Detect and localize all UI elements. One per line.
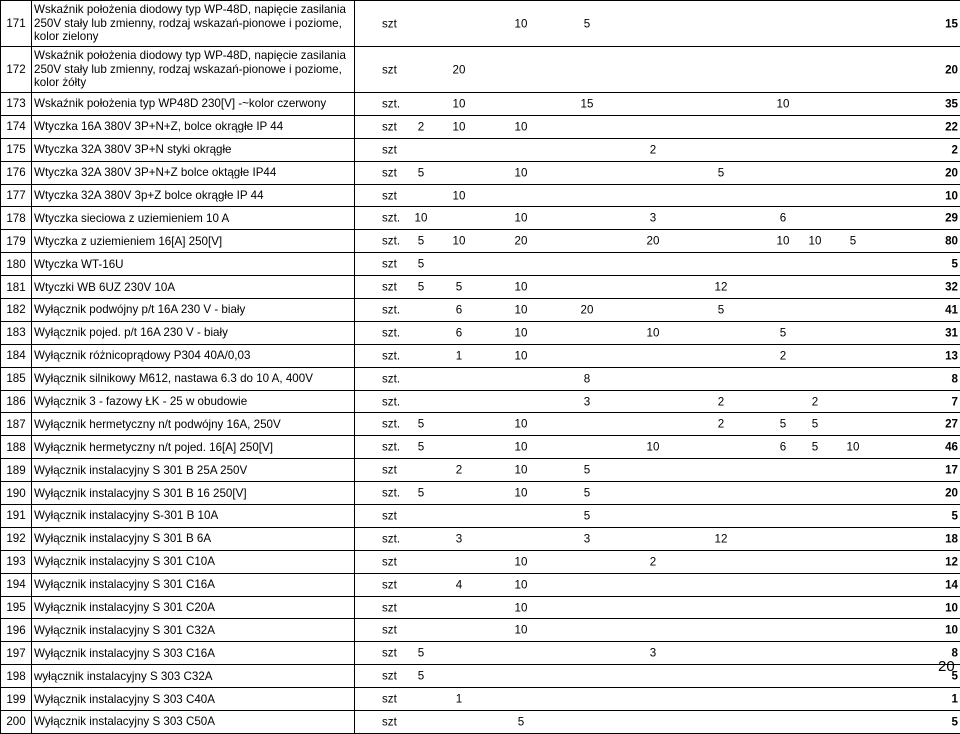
table-row xyxy=(1,459,960,482)
table-row xyxy=(1,93,960,116)
quantity-value: 5 xyxy=(409,235,433,248)
item-quantities xyxy=(355,505,960,528)
total-quantity: 8 xyxy=(952,372,958,385)
item-description: Wyłącznik silnikowy M612, nastawa 6.3 do 10 A, 400V xyxy=(32,367,355,390)
unit: szt. xyxy=(382,418,400,431)
quantity-value: 10 xyxy=(509,281,533,294)
row-number: 192 xyxy=(1,527,32,550)
item-quantities xyxy=(355,161,960,184)
item-description: Wyłącznik hermetyczny n/t podwójny 16A, 250V xyxy=(32,413,355,436)
item-quantities xyxy=(355,413,960,436)
unit: szt xyxy=(382,258,397,271)
item-description: Wtyczka 32A 380V 3p+Z bolce okrągłe IP 44 xyxy=(32,184,355,207)
unit: szt xyxy=(382,17,397,30)
total-quantity: 14 xyxy=(945,578,958,591)
item-description: wyłącznik instalacyjny S 303 C32A xyxy=(32,665,355,688)
item-quantities xyxy=(355,527,960,550)
item-quantities xyxy=(355,184,960,207)
table-row xyxy=(1,115,960,138)
unit: szt xyxy=(382,166,397,179)
unit: szt. xyxy=(382,372,400,385)
unit: szt xyxy=(382,693,397,706)
quantity-value: 10 xyxy=(771,235,795,248)
item-description: Wskaźnik położenia diodowy typ WP-48D, napięcie zasilania 250V stały lub zmienny, rodzaj wskazań-pionowe i poziome, kolor zielony xyxy=(32,1,355,47)
quantity-value: 5 xyxy=(575,17,599,30)
total-quantity: 27 xyxy=(945,418,958,431)
item-quantities xyxy=(355,596,960,619)
quantity-value: 5 xyxy=(771,326,795,339)
row-number: 177 xyxy=(1,184,32,207)
table-row xyxy=(1,550,960,573)
quantity-value: 10 xyxy=(509,418,533,431)
unit: szt xyxy=(382,464,397,477)
quantity-value: 5 xyxy=(447,281,471,294)
quantity-value: 6 xyxy=(447,303,471,316)
page-number: 20 xyxy=(938,658,955,675)
row-number: 193 xyxy=(1,550,32,573)
table-row xyxy=(1,413,960,436)
table-body xyxy=(1,1,960,734)
quantity-value: 12 xyxy=(709,532,733,545)
item-description: Wtyczka WT-16U xyxy=(32,253,355,276)
row-number: 180 xyxy=(1,253,32,276)
quantity-value: 10 xyxy=(447,189,471,202)
quantity-value: 3 xyxy=(575,395,599,408)
unit: szt xyxy=(382,189,397,202)
total-quantity: 46 xyxy=(945,441,958,454)
quantity-value: 12 xyxy=(709,281,733,294)
item-quantities xyxy=(355,459,960,482)
unit: szt xyxy=(382,647,397,660)
quantity-value: 10 xyxy=(641,326,665,339)
unit: szt. xyxy=(382,349,400,362)
table-row xyxy=(1,47,960,93)
quantity-value: 5 xyxy=(409,670,433,683)
quantity-value: 10 xyxy=(641,441,665,454)
item-description: Wtyczka 16A 380V 3P+N+Z, bolce okrągłe IP 44 xyxy=(32,115,355,138)
item-quantities xyxy=(355,93,960,116)
total-quantity: 20 xyxy=(945,166,958,179)
quantity-value: 15 xyxy=(575,97,599,110)
item-quantities xyxy=(355,1,960,47)
row-number: 189 xyxy=(1,459,32,482)
table-row xyxy=(1,619,960,642)
item-description: Wyłącznik podwójny p/t 16A 230 V - biały xyxy=(32,299,355,322)
total-quantity: 20 xyxy=(945,63,958,76)
quantity-value: 10 xyxy=(509,624,533,637)
item-description: Wyłącznik instalacyjny S 301 C16A xyxy=(32,573,355,596)
unit: szt xyxy=(382,143,397,156)
quantity-value: 6 xyxy=(447,326,471,339)
quantity-value: 2 xyxy=(641,143,665,156)
item-quantities xyxy=(355,711,960,734)
table-row xyxy=(1,527,960,550)
total-quantity: 13 xyxy=(945,349,958,362)
quantity-value: 5 xyxy=(803,418,827,431)
row-number: 187 xyxy=(1,413,32,436)
item-quantities xyxy=(355,344,960,367)
quantity-value: 5 xyxy=(709,166,733,179)
unit: szt. xyxy=(382,212,400,225)
table-row xyxy=(1,207,960,230)
quantity-value: 10 xyxy=(509,166,533,179)
quantity-value: 3 xyxy=(575,532,599,545)
item-quantities xyxy=(355,276,960,299)
total-quantity: 31 xyxy=(945,326,958,339)
item-description: Wtyczka 32A 380V 3P+N+Z bolce oktągłe IP44 xyxy=(32,161,355,184)
total-quantity: 2 xyxy=(952,143,958,156)
unit: szt. xyxy=(382,97,400,110)
row-number: 200 xyxy=(1,711,32,734)
total-quantity: 7 xyxy=(952,395,958,408)
quantity-value: 5 xyxy=(409,487,433,500)
item-quantities xyxy=(355,390,960,413)
unit: szt xyxy=(382,281,397,294)
row-number: 196 xyxy=(1,619,32,642)
item-quantities xyxy=(355,436,960,459)
quantity-value: 2 xyxy=(709,395,733,408)
row-number: 173 xyxy=(1,93,32,116)
quantity-value: 20 xyxy=(575,303,599,316)
row-number: 199 xyxy=(1,688,32,711)
total-quantity: 5 xyxy=(952,509,958,522)
quantity-value: 20 xyxy=(509,235,533,248)
item-description: Wtyczka 32A 380V 3P+N styki okrągłe xyxy=(32,138,355,161)
unit: szt xyxy=(382,555,397,568)
item-description: Wskaźnik położenia typ WP48D 230[V] -~kolor czerwony xyxy=(32,93,355,116)
total-quantity: 10 xyxy=(945,624,958,637)
total-quantity: 17 xyxy=(945,464,958,477)
row-number: 195 xyxy=(1,596,32,619)
item-description: Wskaźnik położenia diodowy typ WP-48D, napięcie zasilania 250V stały lub zmienny, rodzaj wskazań-pionowe i poziome, kolor żółty xyxy=(32,47,355,93)
quantity-value: 1 xyxy=(447,349,471,362)
quantity-value: 10 xyxy=(509,349,533,362)
item-description: Wyłącznik instalacyjny S-301 B 10A xyxy=(32,505,355,528)
quantity-value: 2 xyxy=(771,349,795,362)
row-number: 190 xyxy=(1,482,32,505)
item-quantities xyxy=(355,207,960,230)
item-quantities xyxy=(355,253,960,276)
item-quantities xyxy=(355,321,960,344)
total-quantity: 22 xyxy=(945,120,958,133)
item-quantities xyxy=(355,482,960,505)
quantity-value: 3 xyxy=(641,212,665,225)
item-description: Wyłącznik hermetyczny n/t pojed. 16[A] 250[V] xyxy=(32,436,355,459)
unit: szt xyxy=(382,624,397,637)
item-description: Wyłącznik instalacyjny S 301 B 25A 250V xyxy=(32,459,355,482)
quantity-value: 10 xyxy=(509,120,533,133)
item-quantities xyxy=(355,230,960,253)
item-description: Wyłącznik instalacyjny S 301 C10A xyxy=(32,550,355,573)
total-quantity: 5 xyxy=(952,670,958,683)
row-number: 181 xyxy=(1,276,32,299)
item-description: Wyłącznik pojed. p/t 16A 230 V - biały xyxy=(32,321,355,344)
quantity-value: 2 xyxy=(641,555,665,568)
total-quantity: 18 xyxy=(945,532,958,545)
quantity-value: 10 xyxy=(509,17,533,30)
item-quantities xyxy=(355,550,960,573)
quantity-value: 1 xyxy=(447,693,471,706)
item-description: Wyłącznik instalacyjny S 301 B 6A xyxy=(32,527,355,550)
quantity-value: 5 xyxy=(771,418,795,431)
quantity-value: 10 xyxy=(509,464,533,477)
item-description: Wyłącznik 3 - fazowy ŁK - 25 w obudowie xyxy=(32,390,355,413)
quantity-value: 10 xyxy=(509,601,533,614)
quantity-value: 5 xyxy=(709,303,733,316)
total-quantity: 5 xyxy=(952,715,958,728)
table-row xyxy=(1,482,960,505)
quantity-value: 5 xyxy=(803,441,827,454)
item-description: Wtyczka z uziemieniem 16[A] 250[V] xyxy=(32,230,355,253)
quantity-value: 10 xyxy=(509,555,533,568)
unit: szt xyxy=(382,509,397,522)
unit: szt xyxy=(382,120,397,133)
unit: szt. xyxy=(382,441,400,454)
total-quantity: 8 xyxy=(952,647,958,660)
table-row xyxy=(1,711,960,734)
quantity-value: 5 xyxy=(409,166,433,179)
total-quantity: 29 xyxy=(945,212,958,225)
quantity-value: 5 xyxy=(575,509,599,522)
total-quantity: 10 xyxy=(945,189,958,202)
row-number: 183 xyxy=(1,321,32,344)
quantity-value: 10 xyxy=(447,235,471,248)
row-number: 174 xyxy=(1,115,32,138)
table-row xyxy=(1,321,960,344)
quantity-value: 10 xyxy=(771,97,795,110)
table-row xyxy=(1,1,960,47)
unit: szt. xyxy=(382,395,400,408)
quantity-value: 5 xyxy=(841,235,865,248)
unit: szt xyxy=(382,670,397,683)
row-number: 175 xyxy=(1,138,32,161)
row-number: 179 xyxy=(1,230,32,253)
quantity-value: 3 xyxy=(641,647,665,660)
quantity-value: 10 xyxy=(509,487,533,500)
table-row xyxy=(1,367,960,390)
table-row xyxy=(1,390,960,413)
table-row xyxy=(1,138,960,161)
table-row xyxy=(1,505,960,528)
table-row xyxy=(1,253,960,276)
quantity-value: 5 xyxy=(409,441,433,454)
quantity-value: 5 xyxy=(409,418,433,431)
item-quantities xyxy=(355,642,960,665)
table-row xyxy=(1,688,960,711)
row-number: 185 xyxy=(1,367,32,390)
table-row xyxy=(1,230,960,253)
quantity-value: 5 xyxy=(409,258,433,271)
quantity-value: 20 xyxy=(447,63,471,76)
quantity-value: 10 xyxy=(509,441,533,454)
item-description: Wyłącznik różnicoprądowy P304 40A/0,03 xyxy=(32,344,355,367)
quantity-value: 8 xyxy=(575,372,599,385)
item-description: Wtyczka sieciowa z uziemieniem 10 A xyxy=(32,207,355,230)
quantity-value: 10 xyxy=(803,235,827,248)
row-number: 176 xyxy=(1,161,32,184)
table-row xyxy=(1,299,960,322)
unit: szt. xyxy=(382,487,400,500)
unit: szt. xyxy=(382,326,400,339)
item-quantities xyxy=(355,688,960,711)
quantity-value: 10 xyxy=(509,326,533,339)
item-quantities xyxy=(355,619,960,642)
unit: szt xyxy=(382,63,397,76)
quantity-value: 5 xyxy=(575,464,599,477)
quantity-value: 4 xyxy=(447,578,471,591)
item-quantities xyxy=(355,47,960,93)
total-quantity: 15 xyxy=(945,17,958,30)
item-description: Wyłącznik instalacyjny S 303 C40A xyxy=(32,688,355,711)
quantity-value: 10 xyxy=(509,303,533,316)
row-number: 182 xyxy=(1,299,32,322)
table-row xyxy=(1,344,960,367)
quantity-value: 2 xyxy=(409,120,433,133)
table-row xyxy=(1,573,960,596)
unit: szt. xyxy=(382,303,400,316)
item-description: Wyłącznik instalacyjny S 301 B 16 250[V] xyxy=(32,482,355,505)
quantity-value: 2 xyxy=(709,418,733,431)
table-row xyxy=(1,276,960,299)
row-number: 198 xyxy=(1,665,32,688)
quantity-value: 20 xyxy=(641,235,665,248)
table-row xyxy=(1,184,960,207)
quantity-value: 3 xyxy=(447,532,471,545)
table-row xyxy=(1,161,960,184)
row-number: 184 xyxy=(1,344,32,367)
unit: szt xyxy=(382,715,397,728)
total-quantity: 5 xyxy=(952,258,958,271)
quantity-value: 2 xyxy=(447,464,471,477)
item-quantities xyxy=(355,299,960,322)
quantity-value: 10 xyxy=(509,212,533,225)
item-description: Wyłącznik instalacyjny S 303 C16A xyxy=(32,642,355,665)
item-quantities xyxy=(355,665,960,688)
unit: szt xyxy=(382,601,397,614)
quantity-value: 5 xyxy=(409,647,433,660)
item-description: Wyłącznik instalacyjny S 301 C20A xyxy=(32,596,355,619)
row-number: 191 xyxy=(1,505,32,528)
item-description: Wyłącznik instalacyjny S 301 C32A xyxy=(32,619,355,642)
table-row xyxy=(1,642,960,665)
total-quantity: 20 xyxy=(945,487,958,500)
table-row xyxy=(1,596,960,619)
quantity-value: 5 xyxy=(575,487,599,500)
total-quantity: 80 xyxy=(945,235,958,248)
quantity-value: 10 xyxy=(447,120,471,133)
total-quantity: 32 xyxy=(945,281,958,294)
table-row xyxy=(1,665,960,688)
row-number: 172 xyxy=(1,47,32,93)
unit: szt xyxy=(382,578,397,591)
item-quantities xyxy=(355,573,960,596)
unit: szt. xyxy=(382,532,400,545)
row-number: 188 xyxy=(1,436,32,459)
quantity-value: 10 xyxy=(447,97,471,110)
total-quantity: 1 xyxy=(952,693,958,706)
quantity-value: 5 xyxy=(409,281,433,294)
row-number: 186 xyxy=(1,390,32,413)
item-quantities xyxy=(355,138,960,161)
item-description: Wyłącznik instalacyjny S 303 C50A xyxy=(32,711,355,734)
row-number: 194 xyxy=(1,573,32,596)
total-quantity: 10 xyxy=(945,601,958,614)
quantity-value: 2 xyxy=(803,395,827,408)
item-description: Wtyczki WB 6UZ 230V 10A xyxy=(32,276,355,299)
row-number: 197 xyxy=(1,642,32,665)
row-number: 171 xyxy=(1,1,32,47)
quantity-value: 6 xyxy=(771,441,795,454)
total-quantity: 35 xyxy=(945,97,958,110)
row-number: 178 xyxy=(1,207,32,230)
item-quantities xyxy=(355,367,960,390)
table-row xyxy=(1,436,960,459)
quantity-value: 10 xyxy=(841,441,865,454)
unit: szt. xyxy=(382,235,400,248)
total-quantity: 12 xyxy=(945,555,958,568)
quantity-value: 6 xyxy=(771,212,795,225)
total-quantity: 41 xyxy=(945,303,958,316)
quantity-value: 5 xyxy=(509,715,533,728)
quantity-value: 10 xyxy=(509,578,533,591)
quantity-value: 10 xyxy=(409,212,433,225)
item-quantities xyxy=(355,115,960,138)
